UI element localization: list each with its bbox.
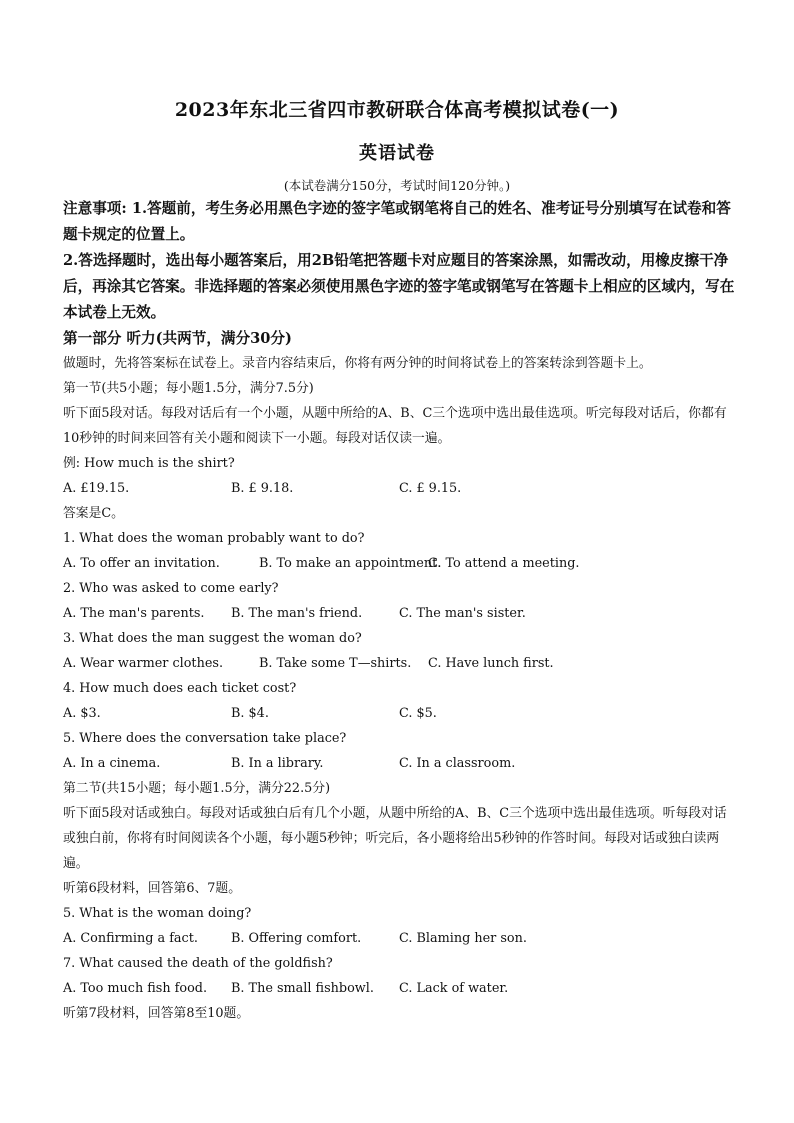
example-options [63, 476, 735, 501]
question-4: 4. How much does each ticket cost? [63, 681, 297, 696]
material-7-instruction: 听第7段材料，回答第8至10题。 [63, 1006, 250, 1021]
option-a: A. In a cinema. [63, 756, 161, 771]
question-1: 1. What does the woman probably want to do? [63, 531, 365, 546]
option-a: A. Too much fish food. [63, 981, 208, 996]
question-3: 3. What does the man suggest the woman do? [63, 631, 362, 646]
option-b: B. The man's friend. [231, 606, 363, 621]
section1-instruction: 听下面5段对话。每段对话后有一个小题，从题中所给的A、B、C三个选项中选出最佳选项。听完每段对话后，你都有10秒钟的时间来回答有关小题和阅读下一小题。每段对话仅读一遍。 [63, 406, 727, 446]
section2-heading: 第二节(共15小题；每小题1.5分，满分22.5分) [63, 781, 331, 796]
option-a: A. To offer an invitation. [63, 556, 220, 571]
option-a: A. Confirming a fact. [63, 931, 198, 946]
option-c: C. $5. [399, 706, 437, 721]
question-6: 5. What is the woman doing? [63, 906, 252, 921]
option-b: B. Offering comfort. [231, 931, 362, 946]
option-c: C. Have lunch first. [428, 656, 554, 671]
option-a: A. The man's parents. [63, 606, 205, 621]
option-b: B. In a library. [231, 756, 324, 771]
question-5: 5. Where does the conversation take place? [63, 731, 347, 746]
option-a: A. Wear warmer clothes. [63, 656, 224, 671]
material-6-instruction: 听第6段材料，回答第6、7题。 [63, 881, 241, 896]
part1-heading: 第一部分 听力(共两节，满分30分) [63, 330, 292, 347]
section2-instruction: 听下面5段对话或独白。每段对话或独白后有几个小题，从题中所给的A、B、C三个选项中选出最佳选项。听每段对话或独白前，你将有时间阅读各个小题，每小题5秒钟；听完后，各小题将给出5秒钟的作答时间。每段对话或独白读两遍。 [63, 806, 727, 871]
question-2: 2. Who was asked to come early? [63, 581, 279, 596]
page-subtitle: 英语试卷 [359, 143, 435, 164]
option-c: C. £ 9.15. [399, 481, 462, 496]
option-c: C. Blaming her son. [399, 931, 527, 946]
question-4-options [63, 701, 735, 726]
option-c: C. The man's sister. [399, 606, 526, 621]
example-question: 例: How much is the shirt? [63, 456, 235, 471]
exam-note: (本试卷满分150分，考试时间120分钟。) [283, 178, 511, 193]
part1-instruction: 做题时，先将答案标在试卷上。录音内容结束后，你将有两分钟的时间将试卷上的答案转涂到答题卡上。 [63, 356, 652, 371]
option-c: C. Lack of water. [399, 981, 509, 996]
option-b: B. Take some T—shirts. [259, 656, 412, 671]
question-6-options [63, 926, 735, 951]
option-a: A. $3. [63, 706, 101, 721]
notice-paragraph-2: 2.答选择题时，选出每小题答案后，用2B铅笔把答题卡对应题目的答案涂黑，如需改动，用橡皮擦干净后，再涂其它答案。非选择题的答案必须使用黑色字迹的签字笔或钢笔写在答题卡上相应的区域内，写在本试卷上无效。 [63, 252, 735, 321]
exam-body [63, 196, 735, 1026]
option-b: B. The small fishbowl. [231, 981, 374, 996]
option-b: B. $4. [231, 706, 269, 721]
question-1-options [63, 551, 735, 576]
section1-heading: 第一节(共5小题；每小题1.5分，满分7.5分) [63, 381, 314, 396]
option-c: C. To attend a meeting. [428, 556, 580, 571]
example-answer: 答案是C。 [63, 506, 124, 521]
option-b: B. To make an appointment. [259, 556, 442, 571]
question-5-options [63, 751, 735, 776]
option-c: C. In a classroom. [399, 756, 516, 771]
option-b: B. £ 9.18. [231, 481, 294, 496]
notice-paragraph-1: 注意事项: 1.答题前，考生务必用黑色字迹的签字笔或钢笔将自己的姓名、准考证号分别填写在试卷和答题卡规定的位置上。 [63, 200, 731, 243]
option-a: A. £19.15. [63, 481, 130, 496]
question-3-options [63, 651, 735, 676]
question-2-options [63, 601, 735, 626]
question-7-options [63, 976, 735, 1001]
question-7: 7. What caused the death of the goldfish? [63, 956, 333, 971]
page-title: 2023年东北三省四市教研联合体高考模拟试卷(一) [174, 99, 620, 121]
